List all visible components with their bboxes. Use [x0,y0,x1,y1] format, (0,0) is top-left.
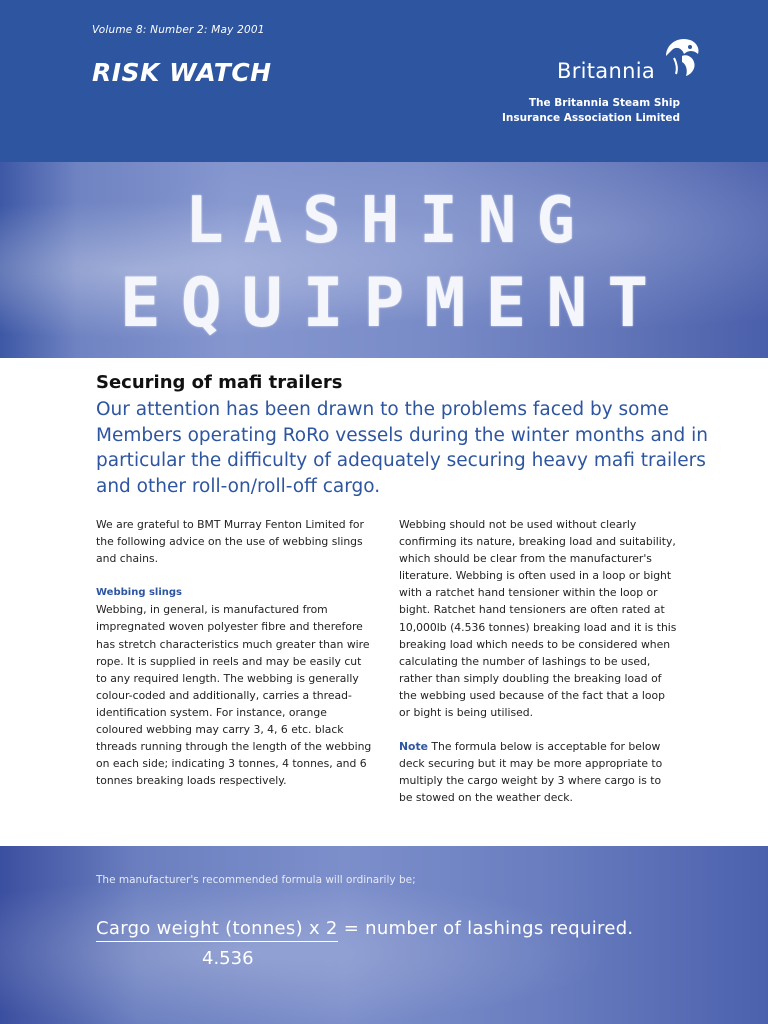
note-text: The formula below is acceptable for below deck securing but it may be more appropriate to multiply the cargo weight by 3 where cargo is to be stowed on the weather deck. [399,740,663,805]
masthead-banner [0,0,768,162]
section-subheading: Webbing slings [96,587,182,599]
webbing-usage-paragraph: Webbing should not be used without clearly confirming its nature, breaking load and suitability, which should be clear from the manufacturer's literature. Webbing is often used in a loop or bight with a ratchet hand tensioner within the loop or bight. Ratchet hand tensioners are often rated at 10,000lb (4.536 tonnes) breaking load and it is this breaking load which needs to be considered when calculating the number of lashings to be used, rather than simply doubling the breaking load of the webbing used because of the fact that a loop or bight is being utilised. [399,518,677,720]
logo-wordmark: Britannia [557,59,655,83]
hero-title-line-2: EQUIPMENT [119,264,669,343]
hero-title-line-1: LASHING [185,184,595,258]
formula-intro: The manufacturer's recommended formula will ordinarily be; [96,874,416,886]
article-column-left [96,516,374,806]
note-paragraph [399,738,677,806]
hero-image [0,162,768,358]
issue-info: Volume 8: Number 2: May 2001 [92,24,265,36]
note-label: Note [399,740,428,754]
article-standfirst: Our attention has been drawn to the problems faced by some Members operating RoRo vessels during the winter months and in particular the difficulty of adequately securing heavy mafi trailers and other roll-on/roll-off cargo. [96,399,708,497]
article-headline: Securing of mafi trailers [96,372,343,393]
association-line-2: Insurance Association Limited [501,112,680,124]
formula-denominator: 4.536 [202,948,254,969]
britannia-logo [552,34,712,94]
association-name [502,96,680,126]
britannia-emblem-icon [660,34,704,80]
formula-band [0,846,768,1024]
article-column-right [399,516,677,824]
intro-paragraph: We are grateful to BMT Murray Fenton Limited for the following advice on the use of webbing slings and chains. [96,518,364,566]
formula-line [96,918,633,942]
association-line-1: The Britannia Steam Ship [528,97,680,109]
formula-result: = number of lashings required. [337,918,634,939]
webbing-paragraph: Webbing, in general, is manufactured from impregnated woven polyester fibre and therefore has stretch characteristics much greater than wire rope. It is supplied in reels and may be easily cut to any required length. The webbing is generally colour-coded and additionally, carries a thread-identification system. For instance, orange coloured webbing may carry 3, 4, 6 etc. black threads running through the length of the webbing on each side; indicating 3 tonnes, 4 tonnes, and 6 tonnes breaking loads respectively. [96,603,372,788]
publication-title: RISK WATCH [92,58,272,87]
formula-numerator: Cargo weight (tonnes) x 2 [96,918,338,942]
